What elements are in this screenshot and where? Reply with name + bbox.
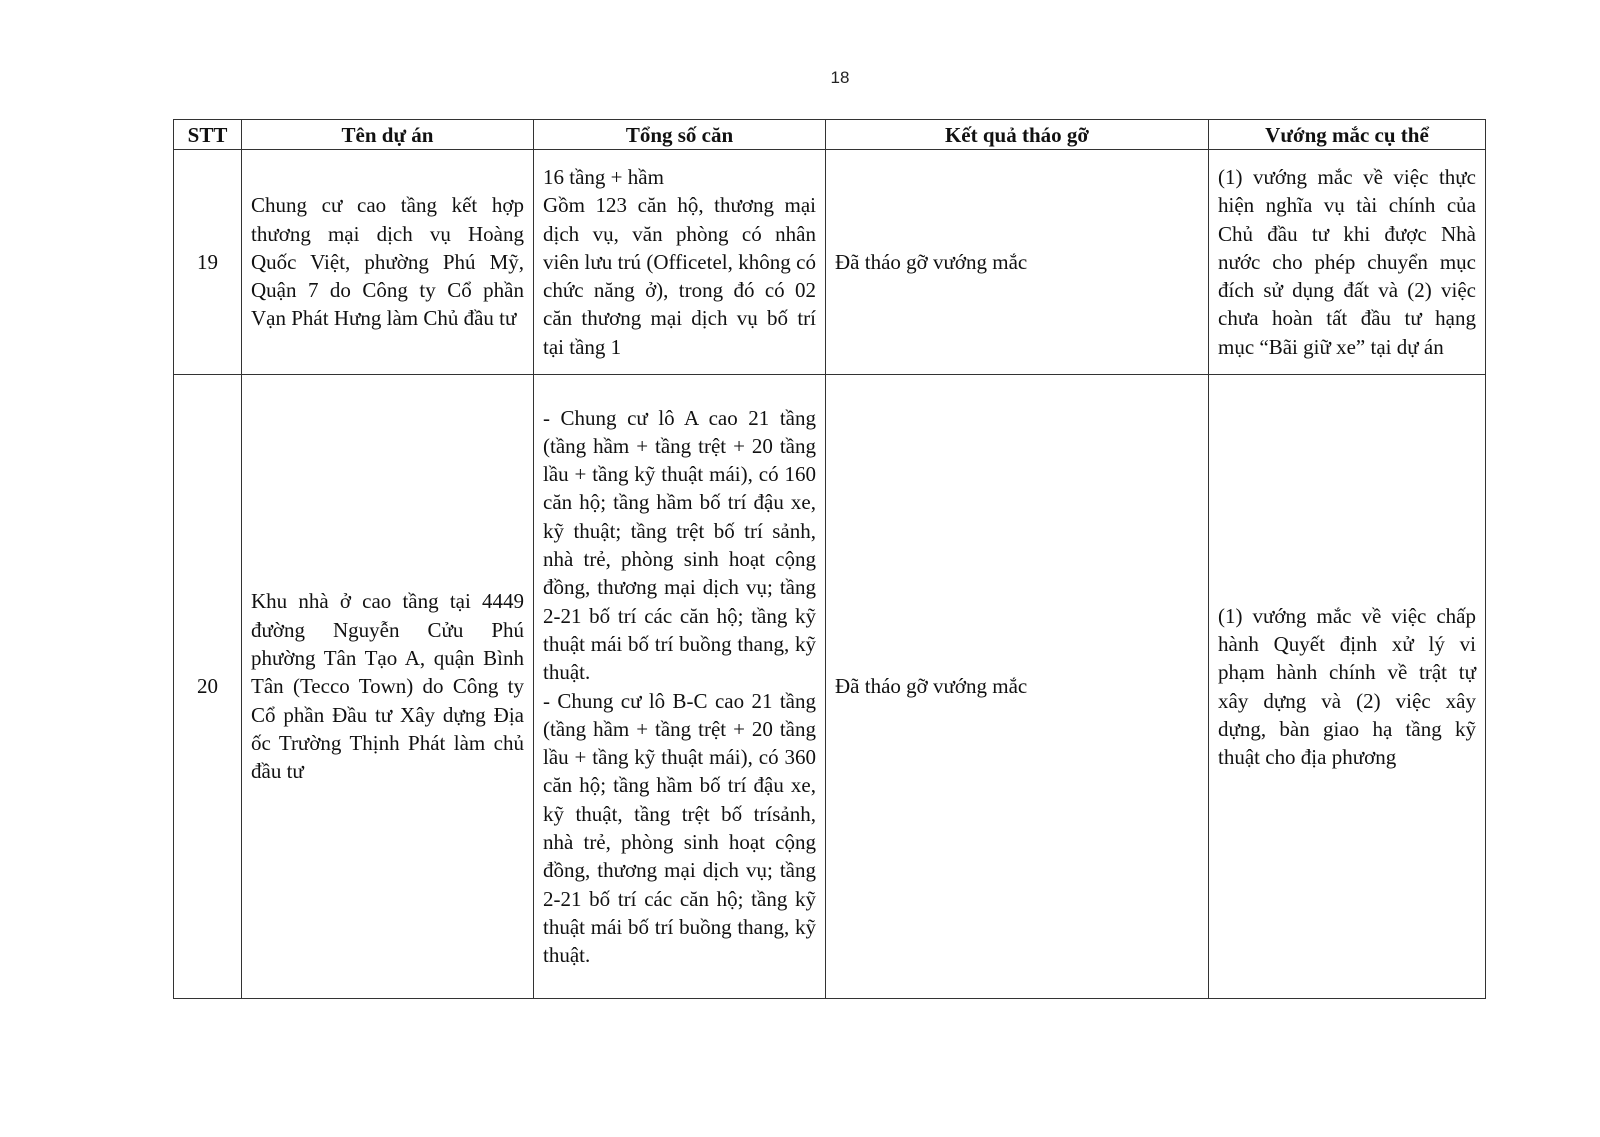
header-project-name: Tên dự án xyxy=(242,120,534,150)
row-issues: (1) vướng mắc về việc thực hiện nghĩa vụ tài chính của Chủ đầu tư khi được Nhà nước cho phép chuyển mục đích sử dụng đất và (2) việc chưa hoàn tất đầu tư hạng mục “Bãi giữ xe” tại dự án xyxy=(1209,150,1486,375)
row-result: Đã tháo gỡ vướng mắc xyxy=(826,375,1209,999)
header-total-units: Tổng số căn xyxy=(534,120,826,150)
page-number: 18 xyxy=(830,68,850,87)
projects-table xyxy=(173,119,1486,999)
header-stt: STT xyxy=(174,120,242,150)
total-units-line: Gồm 123 căn hộ, thương mại dịch vụ, văn phòng có nhân viên lưu trú (Officetel, không có chức năng ở), trong đó có 02 căn thương mại dịch vụ bố trí tại tầng 1 xyxy=(543,193,816,359)
total-units-line: - Chung cư lô B-C cao 21 tầng (tầng hầm + tầng trệt + 20 tầng lầu + tầng kỹ thuật mái), có 360 căn hộ; tầng hầm bố trí đậu xe, kỹ thuật, tầng trệt bố trísảnh, nhà trẻ, phòng sinh hoạt cộng đồng, thương mại dịch vụ; tầng 2-21 bố trí các căn hộ; tầng kỹ thuật mái bố trí buồng thang, kỹ thuật. xyxy=(543,688,816,968)
row-total-units xyxy=(534,375,826,999)
total-units-line: - Chung cư lô A cao 21 tầng (tầng hầm + tầng trệt + 20 tầng lầu + tầng kỹ thuật mái), có 160 căn hộ; tầng hầm bố trí đậu xe, kỹ thuật; tầng trệt bố trí sảnh, nhà trẻ, phòng sinh hoạt cộng đồng, thương mại dịch vụ; tầng 2-21 bố trí các căn hộ; tầng kỹ thuật mái bố trí buồng thang, kỹ thuật. xyxy=(543,405,816,685)
row-total-units xyxy=(534,150,826,375)
table-row xyxy=(174,150,1486,375)
header-result: Kết quả tháo gỡ xyxy=(826,120,1209,150)
row-issues: (1) vướng mắc về việc chấp hành Quyết định xử lý vi phạm hành chính về trật tự xây dựng và (2) việc xây dựng, bàn giao hạ tầng kỹ thuật cho địa phương xyxy=(1209,375,1486,999)
row-project-name: Chung cư cao tầng kết hợp thương mại dịch vụ Hoàng Quốc Việt, phường Phú Mỹ, Quận 7 do Công ty Cổ phần Vạn Phát Hưng làm Chủ đầu tư xyxy=(242,150,534,375)
row-result: Đã tháo gỡ vướng mắc xyxy=(826,150,1209,375)
row-stt: 19 xyxy=(174,150,242,375)
table-row xyxy=(174,375,1486,999)
row-stt: 20 xyxy=(174,375,242,999)
row-project-name: Khu nhà ở cao tầng tại 4449 đường Nguyễn Cửu Phú phường Tân Tạo A, quận Bình Tân (Tecco Town) do Công ty Cổ phần Đầu tư Xây dựng Địa ốc Trường Thịnh Phát làm chủ đầu tư xyxy=(242,375,534,999)
table-header-row xyxy=(174,120,1486,150)
header-issues: Vướng mắc cụ thể xyxy=(1209,120,1486,150)
total-units-line: 16 tầng + hầm xyxy=(543,164,664,189)
